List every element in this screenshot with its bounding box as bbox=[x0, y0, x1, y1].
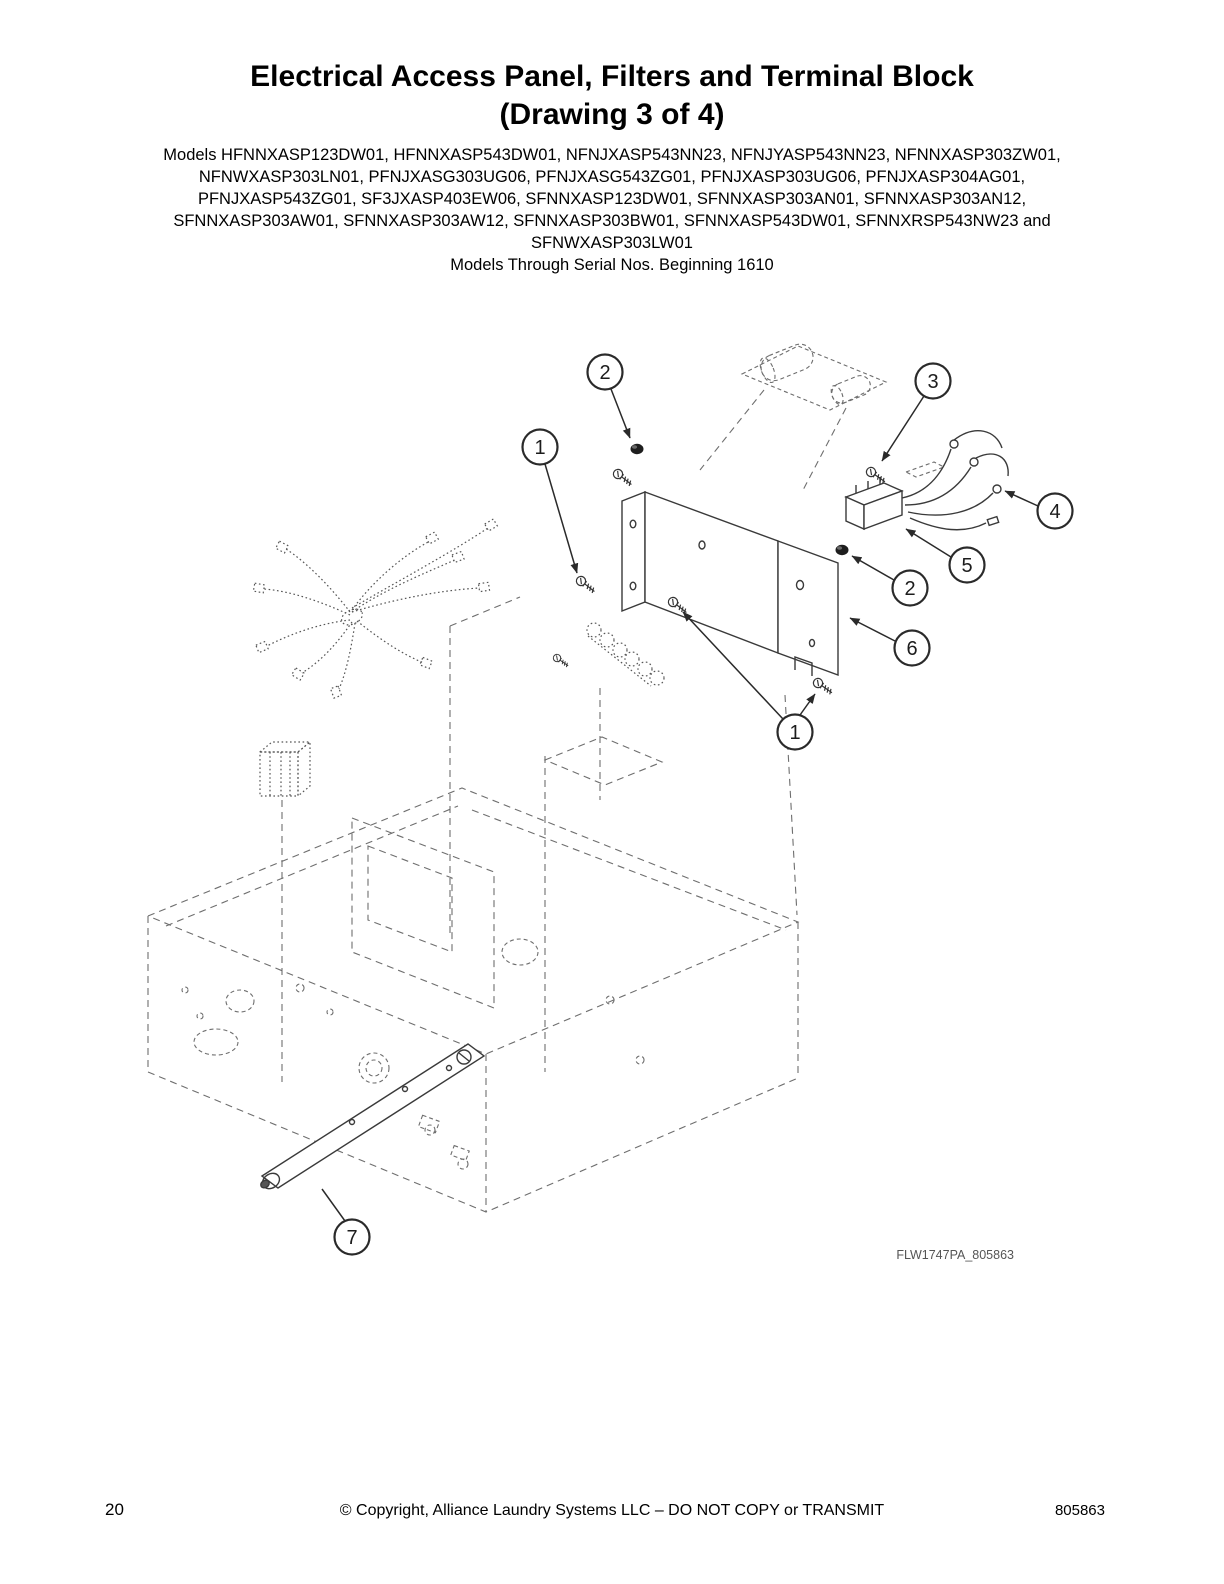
screw bbox=[575, 575, 598, 596]
callout-7 bbox=[322, 1189, 370, 1255]
model-list bbox=[0, 144, 1224, 277]
callout-6 bbox=[850, 618, 930, 666]
cabinet-base-holes bbox=[182, 939, 644, 1169]
callout-3 bbox=[882, 364, 951, 462]
model-list-line: NFNWXASP303LN01, PFNJXASG303UG06, PFNJXASG543ZG01, PFNJXASP303UG06, PFNJXASP304AG01, bbox=[198, 167, 1026, 186]
cabinet-base bbox=[148, 788, 798, 1212]
contactor bbox=[260, 742, 310, 796]
callout-label: 3 bbox=[927, 371, 939, 393]
figure-code: FLW1747PA_805863 bbox=[896, 1248, 1014, 1262]
model-list-line: Models HFNNXASP123DW01, HFNNXASP543DW01, NFNJXASP543NN23, NFNJYASP543NN23, NFNNXASP303ZW01, bbox=[163, 145, 1061, 164]
document-number: 805863 bbox=[1054, 1502, 1105, 1519]
projection-lines bbox=[282, 390, 846, 1082]
callout-label: 1 bbox=[534, 437, 546, 459]
callout-2-top bbox=[588, 355, 631, 439]
callout-1-top bbox=[523, 430, 578, 574]
filter-components bbox=[742, 340, 944, 477]
callout-label: 5 bbox=[961, 555, 973, 577]
serial-note: Models Through Serial Nos. Beginning 1610 bbox=[450, 256, 774, 275]
model-list-line: SFNNXASP303AW01, SFNNXASP303AW12, SFNNXASP303BW01, SFNNXASP543DW01, SFNNXRSP543NW23 and bbox=[173, 212, 1051, 231]
page-header bbox=[0, 58, 1224, 276]
electrical-access-panel-bracket bbox=[622, 492, 838, 676]
callout-2-right bbox=[852, 556, 928, 606]
wire-harness bbox=[253, 519, 497, 698]
copyright-notice: © Copyright, Alliance Laundry Systems LLC – DO NOT COPY or TRANSMIT bbox=[339, 1502, 885, 1519]
push-fastener bbox=[631, 444, 644, 454]
terminal-block bbox=[846, 477, 902, 529]
screw bbox=[552, 653, 570, 669]
flexible-wire-guard bbox=[587, 623, 664, 686]
page-subtitle: (Drawing 3 of 4) bbox=[499, 98, 725, 132]
callout-4 bbox=[1005, 491, 1073, 529]
callout-label: 7 bbox=[346, 1227, 358, 1249]
callout-label: 6 bbox=[906, 638, 918, 660]
model-list-line: SFNWXASP303LW01 bbox=[530, 234, 693, 253]
page-title: Electrical Access Panel, Filters and Terminal Block bbox=[250, 60, 974, 93]
callout-label: 2 bbox=[599, 362, 611, 384]
push-fastener bbox=[836, 545, 849, 555]
terminal-strip bbox=[259, 1044, 484, 1192]
model-list-line: PFNJXASP543ZG01, SF3JXASP403EW06, SFNNXASP123DW01, SFNNXASP303AN01, SFNNXASP303AN12, bbox=[197, 190, 1027, 208]
callout-label: 1 bbox=[789, 722, 801, 744]
terminal-block-wires bbox=[902, 431, 1008, 530]
callout-label: 2 bbox=[904, 578, 916, 600]
screw bbox=[812, 677, 835, 697]
screw bbox=[612, 468, 635, 489]
page-number: 20 bbox=[105, 1500, 124, 1519]
callout-label: 4 bbox=[1049, 501, 1061, 523]
